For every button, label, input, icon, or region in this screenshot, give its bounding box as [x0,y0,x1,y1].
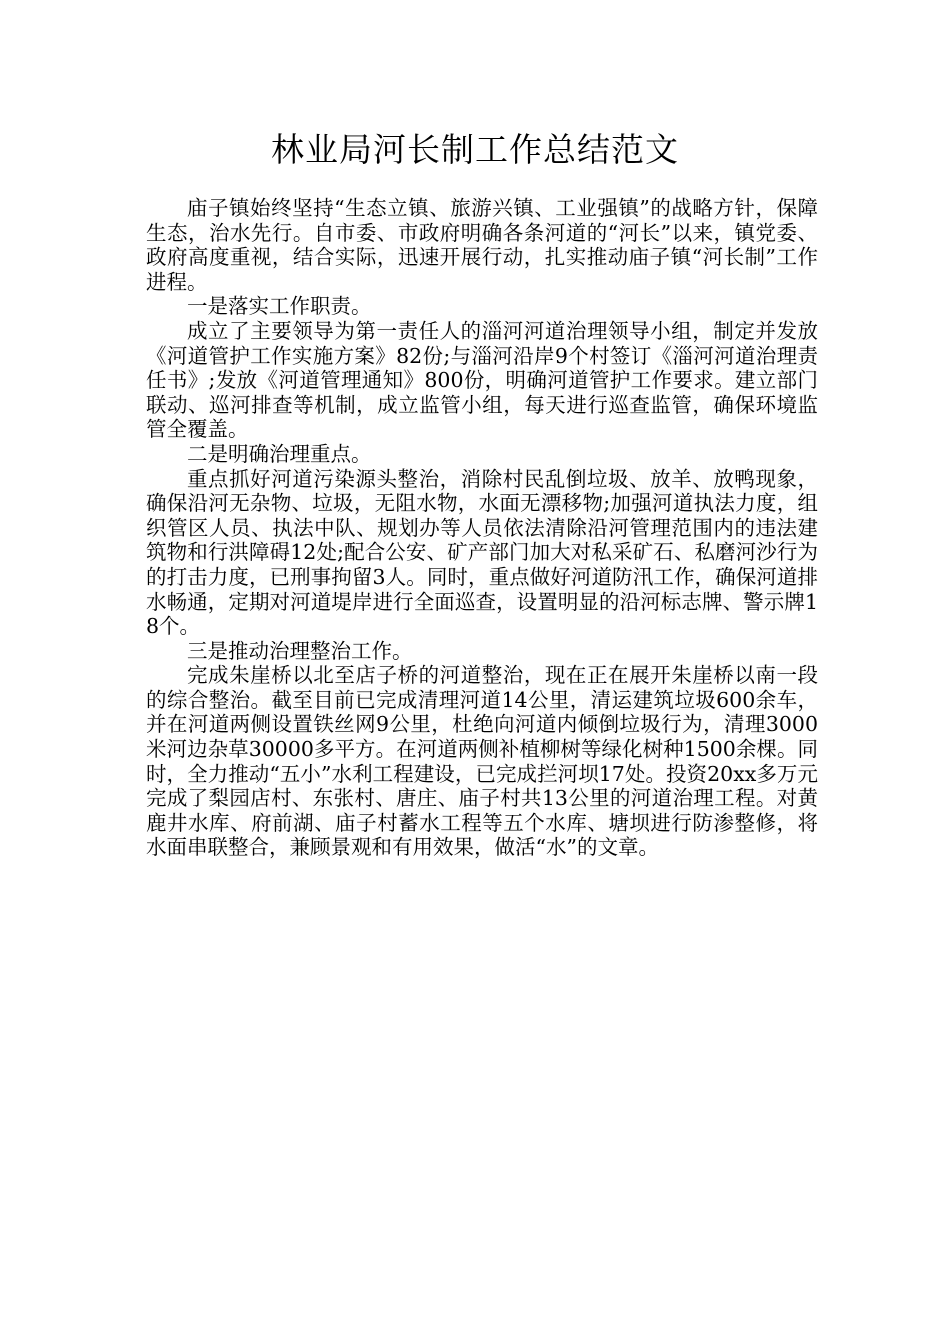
paragraph-section-2: 重点抓好河道污染源头整治，消除村民乱倒垃圾、放羊、放鸭现象，确保沿河无杂物、垃圾，无阻水物，水面无漂移物;加强河道执法力度，组织管区人员、执法中队、规划办等人员依法清除沿河管理范围内的违法建筑物和行洪障碍12处;配合公安、矿产部门加大对私采矿石、私磨河沙行为的打击力度，已刑事拘留3人。同时，重点做好河道防汛工作，确保河道排水畅通，定期对河道堤岸进行全面巡查，设置明显的沿河标志牌、警示牌18个。 [146,466,818,639]
document-title: 林业局河长制工作总结范文 [271,130,679,169]
paragraph-section-3: 完成朱崖桥以北至店子桥的河道整治，现在正在展开朱崖桥以南一段的综合整治。截至目前已完成清理河道14公里，清运建筑垃圾600余车，并在河道两侧设置铁丝网9公里，杜绝向河道内倾倒垃圾行为，清理3000米河边杂草30000多平方。在河道两侧补植柳树等绿化树种1500余棵。同时，全力推动“五小”水利工程建设，已完成拦河坝17处。投资20xx多万元完成了梨园店村、东张村、唐庄、庙子村共13公里的河道治理工程。对黄鹿井水库、府前湖、庙子村蓄水工程等五个水库、塘坝进行防渗整修，将水面串联整合，兼顾景观和有用效果，做活“水”的文章。 [146,663,818,860]
section-heading-2: 二是明确治理重点。 [187,441,372,466]
section-heading-3: 三是推动治理整治工作。 [187,638,413,663]
document-body [146,196,818,860]
paragraph-section-1: 成立了主要领导为第一责任人的淄河河道治理领导小组，制定并发放《河道管护工作实施方案》82份;与淄河沿岸9个村签订《淄河河道治理责任书》;发放《河道管理通知》800份，明确河道管护工作要求。建立部门联动、巡河排查等机制，成立监管小组，每天进行巡查监管，确保环境监管全覆盖。 [146,318,818,442]
paragraph-intro: 庙子镇始终坚持“生态立镇、旅游兴镇、工业强镇”的战略方针，保障生态，治水先行。自市委、市政府明确各条河道的“河长”以来，镇党委、政府高度重视，结合实际，迅速开展行动，扎实推动庙子镇“河长制”工作进程。 [146,196,818,294]
section-heading-1: 一是落实工作职责。 [187,294,372,319]
